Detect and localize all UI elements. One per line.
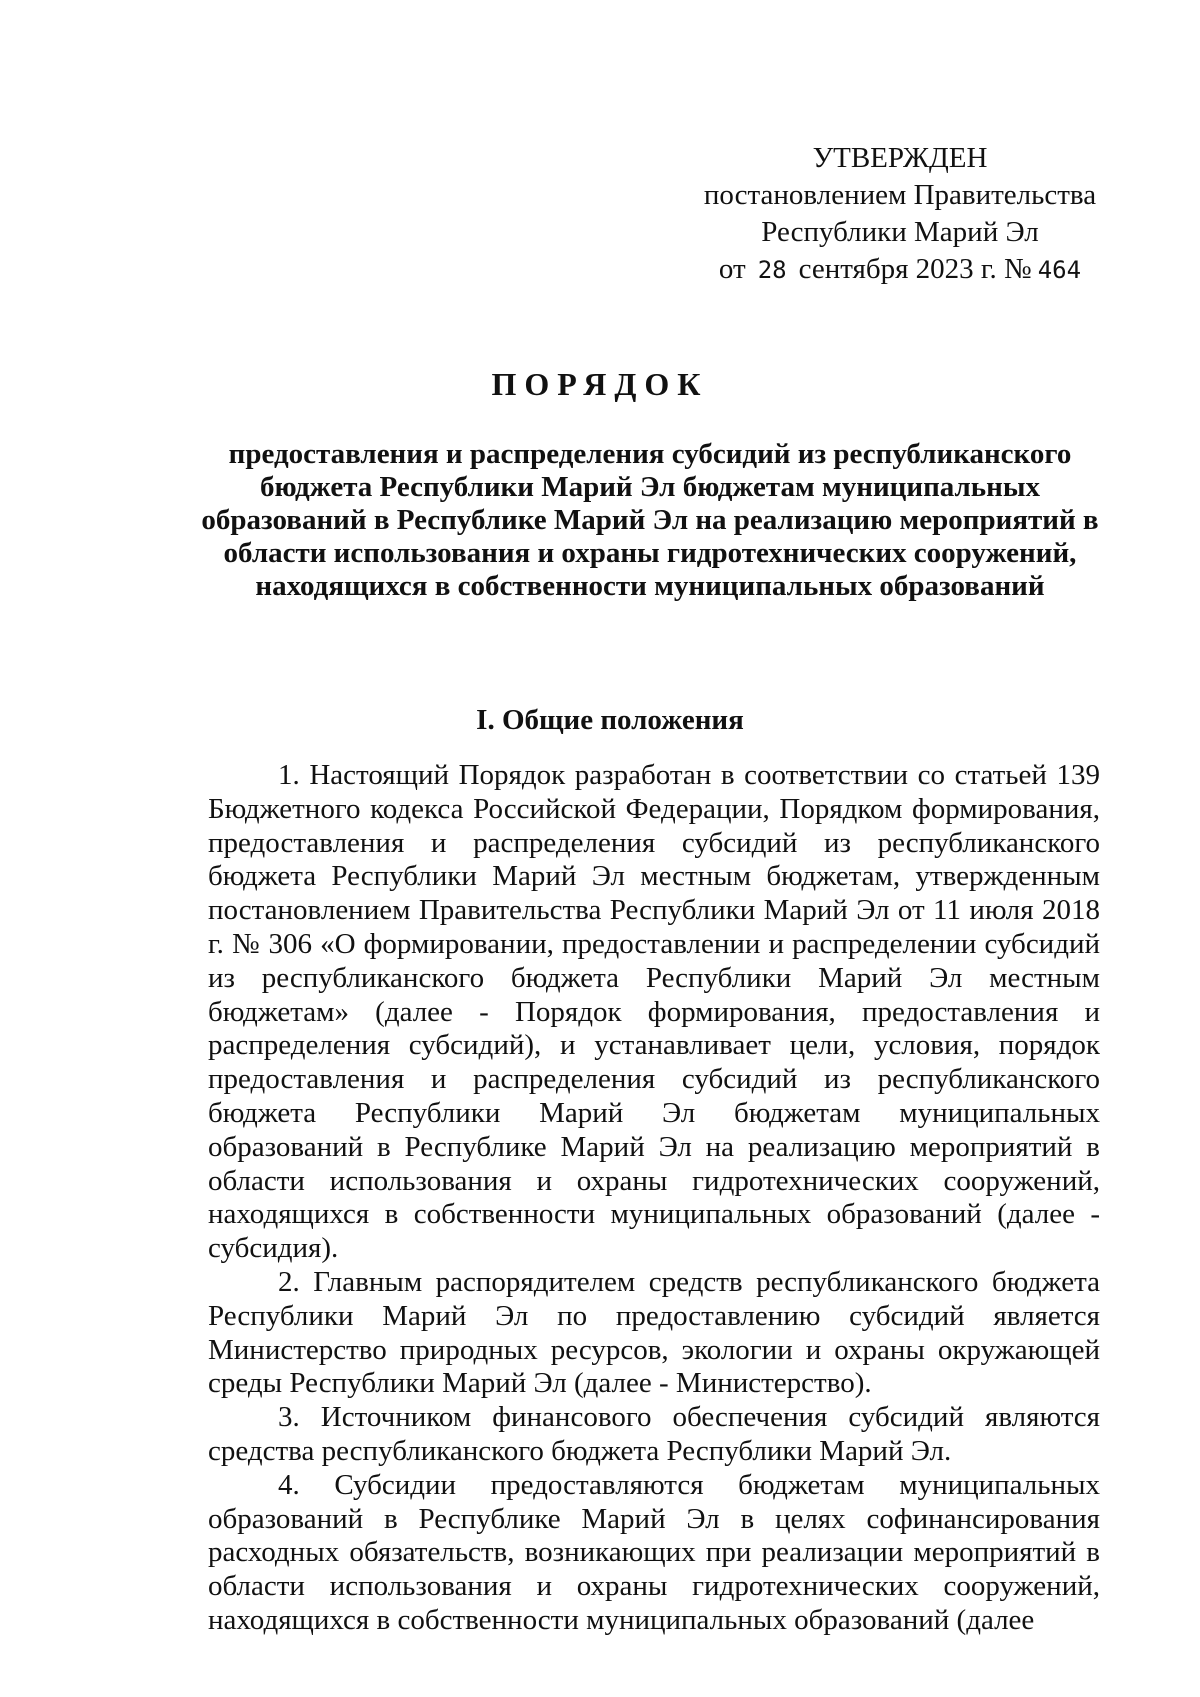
document-title: ПОРЯДОК — [491, 366, 709, 402]
approval-republic-line: Республики Марий Эл — [761, 216, 1039, 248]
approval-number: 464 — [1037, 256, 1082, 284]
document-body — [208, 759, 1100, 1638]
approval-stamp-block — [690, 140, 1110, 289]
paragraph-3: 3. Источником финансового обеспечения субсидий являются средства республиканского бюджета Республики Марий Эл. — [208, 1401, 1100, 1467]
approval-issuer-line: постановлением Правительства — [703, 179, 1097, 211]
approval-day: 28 — [757, 256, 787, 284]
paragraph-2: 2. Главным распорядителем средств республиканского бюджета Республики Марий Эл по предоставлению субсидий является Министерство природных ресурсов, экологии и охраны окружающей среды Республики Марий Эл (далее - Министерство). — [208, 1265, 1100, 1400]
document-subtitle: предоставления и распределения субсидий из республиканского бюджета Республики Марий Эл бюджетам муниципальных образований в Республике Марий Эл на реализацию мероприятий в области использования и охраны гидротехнических сооружений, находящихся в собственности муниципальных образований — [201, 438, 1099, 602]
paragraph-4: 4. Субсидии предоставляются бюджетам муниципальных образований в Республике Марий Эл в целях софинансирования расходных обязательств, возникающих при реализации мероприятий в области использования и охраны гидротехнических сооружений, находящихся в собственности муниципальных образований (далее — [208, 1468, 1100, 1636]
approval-date-line — [690, 251, 1110, 289]
paragraph-1: 1. Настоящий Порядок разработан в соответствии со статьей 139 Бюджетного кодекса Российской Федерации, Порядком формирования, предоставления и распределения субсидий из республиканского бюджета Республики Марий Эл местным бюджетам, утвержденным постановлением Правительства Республики Марий Эл от 11 июля 2018 г. № 306 «О формировании, предоставлении и распределении субсидий из республиканского бюджета Республики Марий Эл местным бюджетам» (далее - Порядок формирования, предоставления и распределения субсидий), и устанавливает цели, условия, порядок предоставления и распределения субсидий из республиканского бюджета Республики Марий Эл бюджетам муниципальных образований в Республике Марий Эл на реализацию мероприятий в области использования и охраны гидротехнических сооружений, находящихся в собственности муниципальных образований (далее - субсидия). — [208, 759, 1100, 1265]
approval-date-rest: сентября 2023 г. № — [798, 253, 1032, 285]
approval-heading: УТВЕРЖДЕН — [812, 142, 988, 174]
section-heading: I. Общие положения — [476, 704, 744, 736]
approval-date-prefix: от — [718, 253, 746, 285]
